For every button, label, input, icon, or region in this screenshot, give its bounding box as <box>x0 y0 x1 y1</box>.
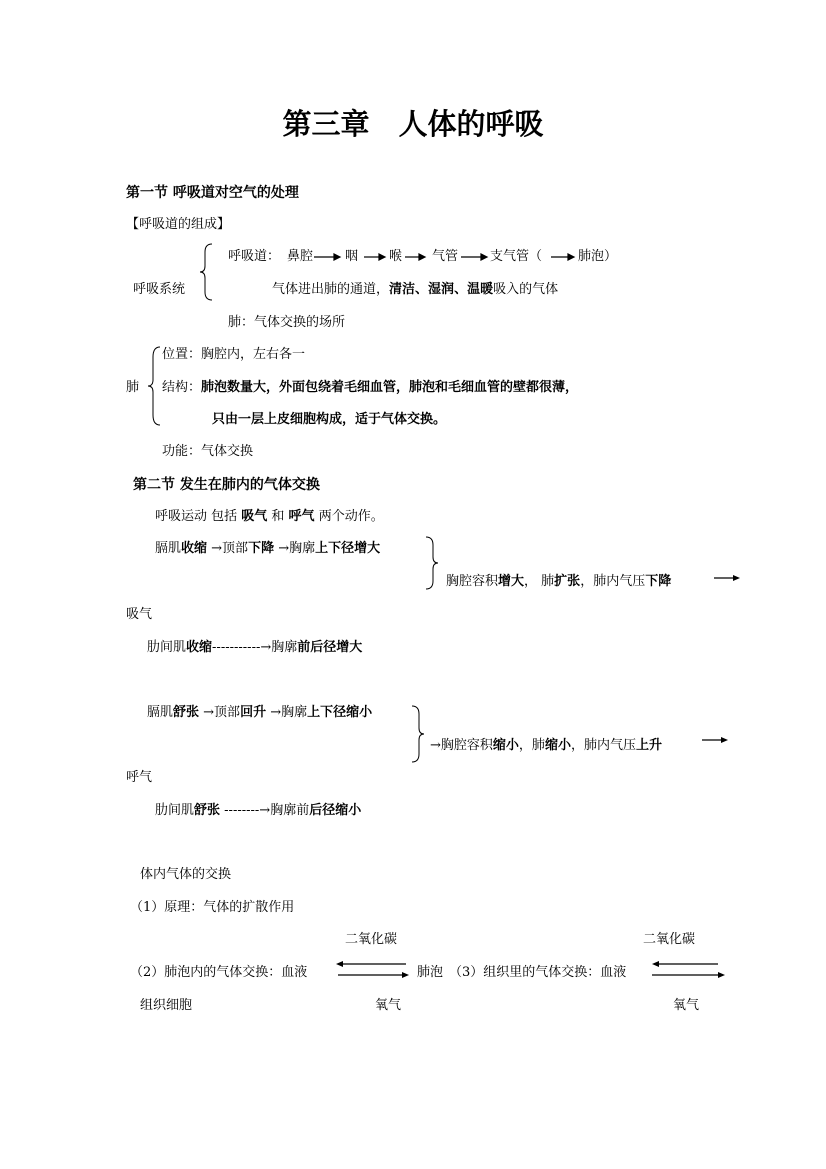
exhale-intercostal: 肋间肌舒张 --------→胸廓前后径缩小 <box>155 803 362 818</box>
section2-heading: 第二节 发生在肺内的气体交换 <box>133 477 320 493</box>
o2-label-tissue: 氧气 <box>673 998 700 1013</box>
inhale-result: 胸腔容积增大， 肺扩张，肺内气压下降 <box>446 574 672 589</box>
diffusion-principle: （1）原理：气体的扩散作用 <box>130 900 295 915</box>
exhale-brace <box>410 706 424 762</box>
lung-label: 肺 <box>126 380 140 395</box>
exhale-diaphragm: 膈肌舒张 →顶部回升 →胸廓上下径缩小 <box>147 705 373 720</box>
section1-subheading: 【呼吸道的组成】 <box>126 217 231 232</box>
co2-label-tissue: 二氧化碳 <box>643 932 696 947</box>
airway-step-bronchi: 支气管（ <box>490 249 543 264</box>
inhale-intercostal: 肋间肌收缩-----------→胸廓前后径增大 <box>147 640 363 655</box>
co2-label-alveoli: 二氧化碳 <box>345 932 398 947</box>
airway-step-trachea: 气管 <box>432 249 459 264</box>
inhale-label: 吸气 <box>126 607 153 622</box>
airway-step-nasal: 鼻腔 <box>287 249 314 264</box>
airway-description: 气体进出肺的通道，清洁、湿润、温暖吸入的气体 <box>272 282 559 297</box>
airway-prefix: 呼吸道： <box>228 249 281 264</box>
airway-step-alveoli: 肺泡） <box>578 249 618 264</box>
inhale-brace <box>424 537 438 589</box>
breathing-intro: 呼吸运动 包括 吸气 和 呼气 两个动作。 <box>155 509 384 524</box>
exchange-alveoli-text: （2）肺泡内的气体交换：血液 <box>130 965 308 980</box>
tissue-cells-label: 组织细胞 <box>140 998 193 1013</box>
lung-description: 肺：气体交换的场所 <box>228 315 346 330</box>
alveoli-exchange-arrows <box>334 960 414 980</box>
tissue-exchange-arrows <box>650 960 730 980</box>
resp-system-label: 呼吸系统 <box>133 282 186 297</box>
inhale-diaphragm: 膈肌收缩 →顶部下降 →胸廓上下径增大 <box>155 541 381 556</box>
exhale-result-arrow <box>700 734 730 746</box>
exhale-label: 呼气 <box>126 770 153 785</box>
alveoli-label: 肺泡 <box>417 965 444 980</box>
exchange-tissue-text: （3）组织里的气体交换：血液 <box>449 965 627 980</box>
section1-heading: 第一节 呼吸道对空气的处理 <box>126 185 299 201</box>
lung-position: 位置：胸腔内，左右各一 <box>162 347 306 362</box>
lung-brace <box>148 347 162 425</box>
lung-function: 功能：气体交换 <box>162 444 254 459</box>
page-title: 第三章 人体的呼吸 <box>282 107 544 141</box>
o2-label-alveoli: 氧气 <box>375 998 402 1013</box>
airway-arrows <box>0 0 826 300</box>
gas-exchange-title: 体内气体的交换 <box>140 867 232 882</box>
lung-structure-cont: 只由一层上皮细胞构成，适于气体交换。 <box>212 412 447 427</box>
airway-step-larynx: 喉 <box>389 249 403 264</box>
lung-structure: 结构：肺泡数量大，外面包绕着毛细血管，肺泡和毛细血管的壁都很薄， <box>162 380 579 395</box>
exhale-result: →胸腔容积缩小，肺缩小，肺内气压上升 <box>430 738 662 753</box>
inhale-result-arrow <box>712 572 742 584</box>
airway-step-pharynx: 咽 <box>345 249 359 264</box>
